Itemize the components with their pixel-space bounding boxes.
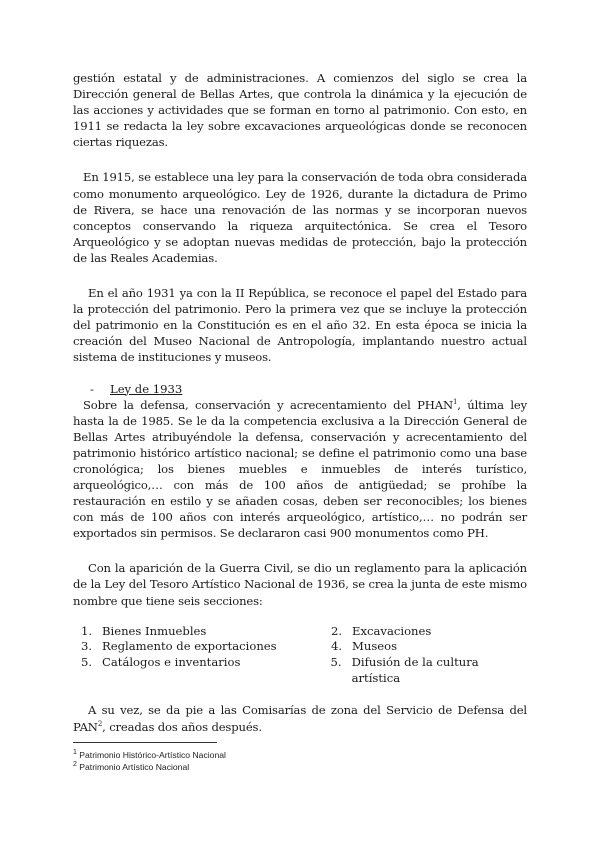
footnote-text: Patrimonio Artístico Nacional [76, 762, 190, 772]
list-text: Museos [352, 639, 398, 654]
document-page [73, 70, 527, 735]
list-number: 5. [330, 655, 342, 670]
list-item [73, 655, 323, 686]
list-item [73, 639, 323, 655]
heading-text: Ley de 1933 [110, 381, 183, 396]
footnote-number: 2 [73, 761, 77, 769]
list-text: Difusión de la cultura artística [351, 655, 479, 685]
footnote-text: Patrimonio Histórico-Artístico Nacional [76, 750, 226, 760]
paragraph-ley-1933 [73, 397, 527, 542]
p4-text-after: , última ley hasta la de 1985. Se le da la competencia exclusiva a la Dirección General de Bellas Artes atribuyéndole la defensa, conservación y acrecentamiento del patrimonio histórico artístico nacional; se define el patrimonio como una base cronológica; los bienes muebles e inmuebles de interés turístico, arqueológico,… con más de 100 años de antigüedad; se prohíbe la restauración en estilo y se añaden cosas, deben ser reconocibles; los bienes con más de 100 años con interés arqueológico, artístico,… no podrán ser exportados sin permisos. Se declararon casi 900 monumentos como PH. [73, 397, 527, 541]
paragraph-ley-1915: En 1915, se establece una ley para la conservación de toda obra considerada como monumento arqueológico. Ley de 1926, durante la dictadura de Primo de Rivera, se hace una renovación de las normas y se incorporan nuevos conceptos conservando la riqueza arquitectónica. Se crea el Tesoro Arqueológico y se adoptan nuevas medidas de protección, bajo la protección de las Reales Academias. [73, 170, 527, 265]
list-number: 1. [80, 623, 92, 638]
footnote-ref-2[interactable]: 2 [97, 719, 103, 728]
list-number: 2. [330, 623, 342, 638]
list-text: Reglamento de exportaciones [102, 639, 277, 654]
footnote-ref-1[interactable]: 1 [452, 397, 458, 406]
list-dash: - [90, 381, 94, 396]
paragraph-guerra-civil: Con la aparición de la Guerra Civil, se dio un reglamento para la aplicación de la Ley del Tesoro Artístico Nacional de 1936, se crea la junta de este mismo nombre que tiene seis secciones: [73, 561, 527, 608]
list-text: Bienes Inmuebles [102, 623, 207, 638]
list-item [73, 624, 323, 640]
footnote-2 [73, 761, 527, 773]
paragraph-ii-republica: En el año 1931 ya con la II República, se reconoce el papel del Estado para la protección del patrimonio. Pero la primera vez que se incluye la protección del patrimonio en la Constitución es en el año 32. En esta época se inicia la creación del Museo Nacional de Antropología, implantando nuestro actual sistema de instituciones y museos. [73, 286, 527, 365]
list-number: 4. [330, 639, 342, 654]
list-text: Catálogos e inventarios [102, 655, 241, 670]
p4-text-before: Sobre la defensa, conservación y acrecentamiento del PHAN [83, 397, 453, 412]
paragraph-direccion-bellas-artes: gestión estatal y de administraciones. A comienzos del siglo se crea la Dirección general de Bellas Artes, que controla la dinámica y la ejecución de las acciones y actividades que se forman en torno al patrimonio. Con esto, en 1911 se redacta la ley sobre excavaciones arqueológicas donde se reconocen ciertas riquezas. [73, 71, 527, 150]
list-number: 5. [80, 655, 92, 670]
list-item [323, 639, 527, 655]
list-text: Excavaciones [352, 623, 432, 638]
p6-text-before: A su vez, se da pie a las Comisarías de zona del Servicio de Defensa del PAN [73, 703, 527, 734]
footnote-number: 1 [73, 749, 77, 757]
footnote-separator [73, 742, 217, 743]
footnotes [73, 742, 527, 773]
paragraph-comisarias [73, 702, 527, 734]
p6-text-after: , creadas dos años después. [102, 719, 262, 734]
list-item [323, 655, 527, 686]
section-heading-ley-1933 [73, 381, 527, 397]
footnote-1 [73, 749, 527, 761]
list-item [323, 624, 527, 640]
list-number: 3. [80, 639, 92, 654]
sections-list [73, 624, 527, 687]
